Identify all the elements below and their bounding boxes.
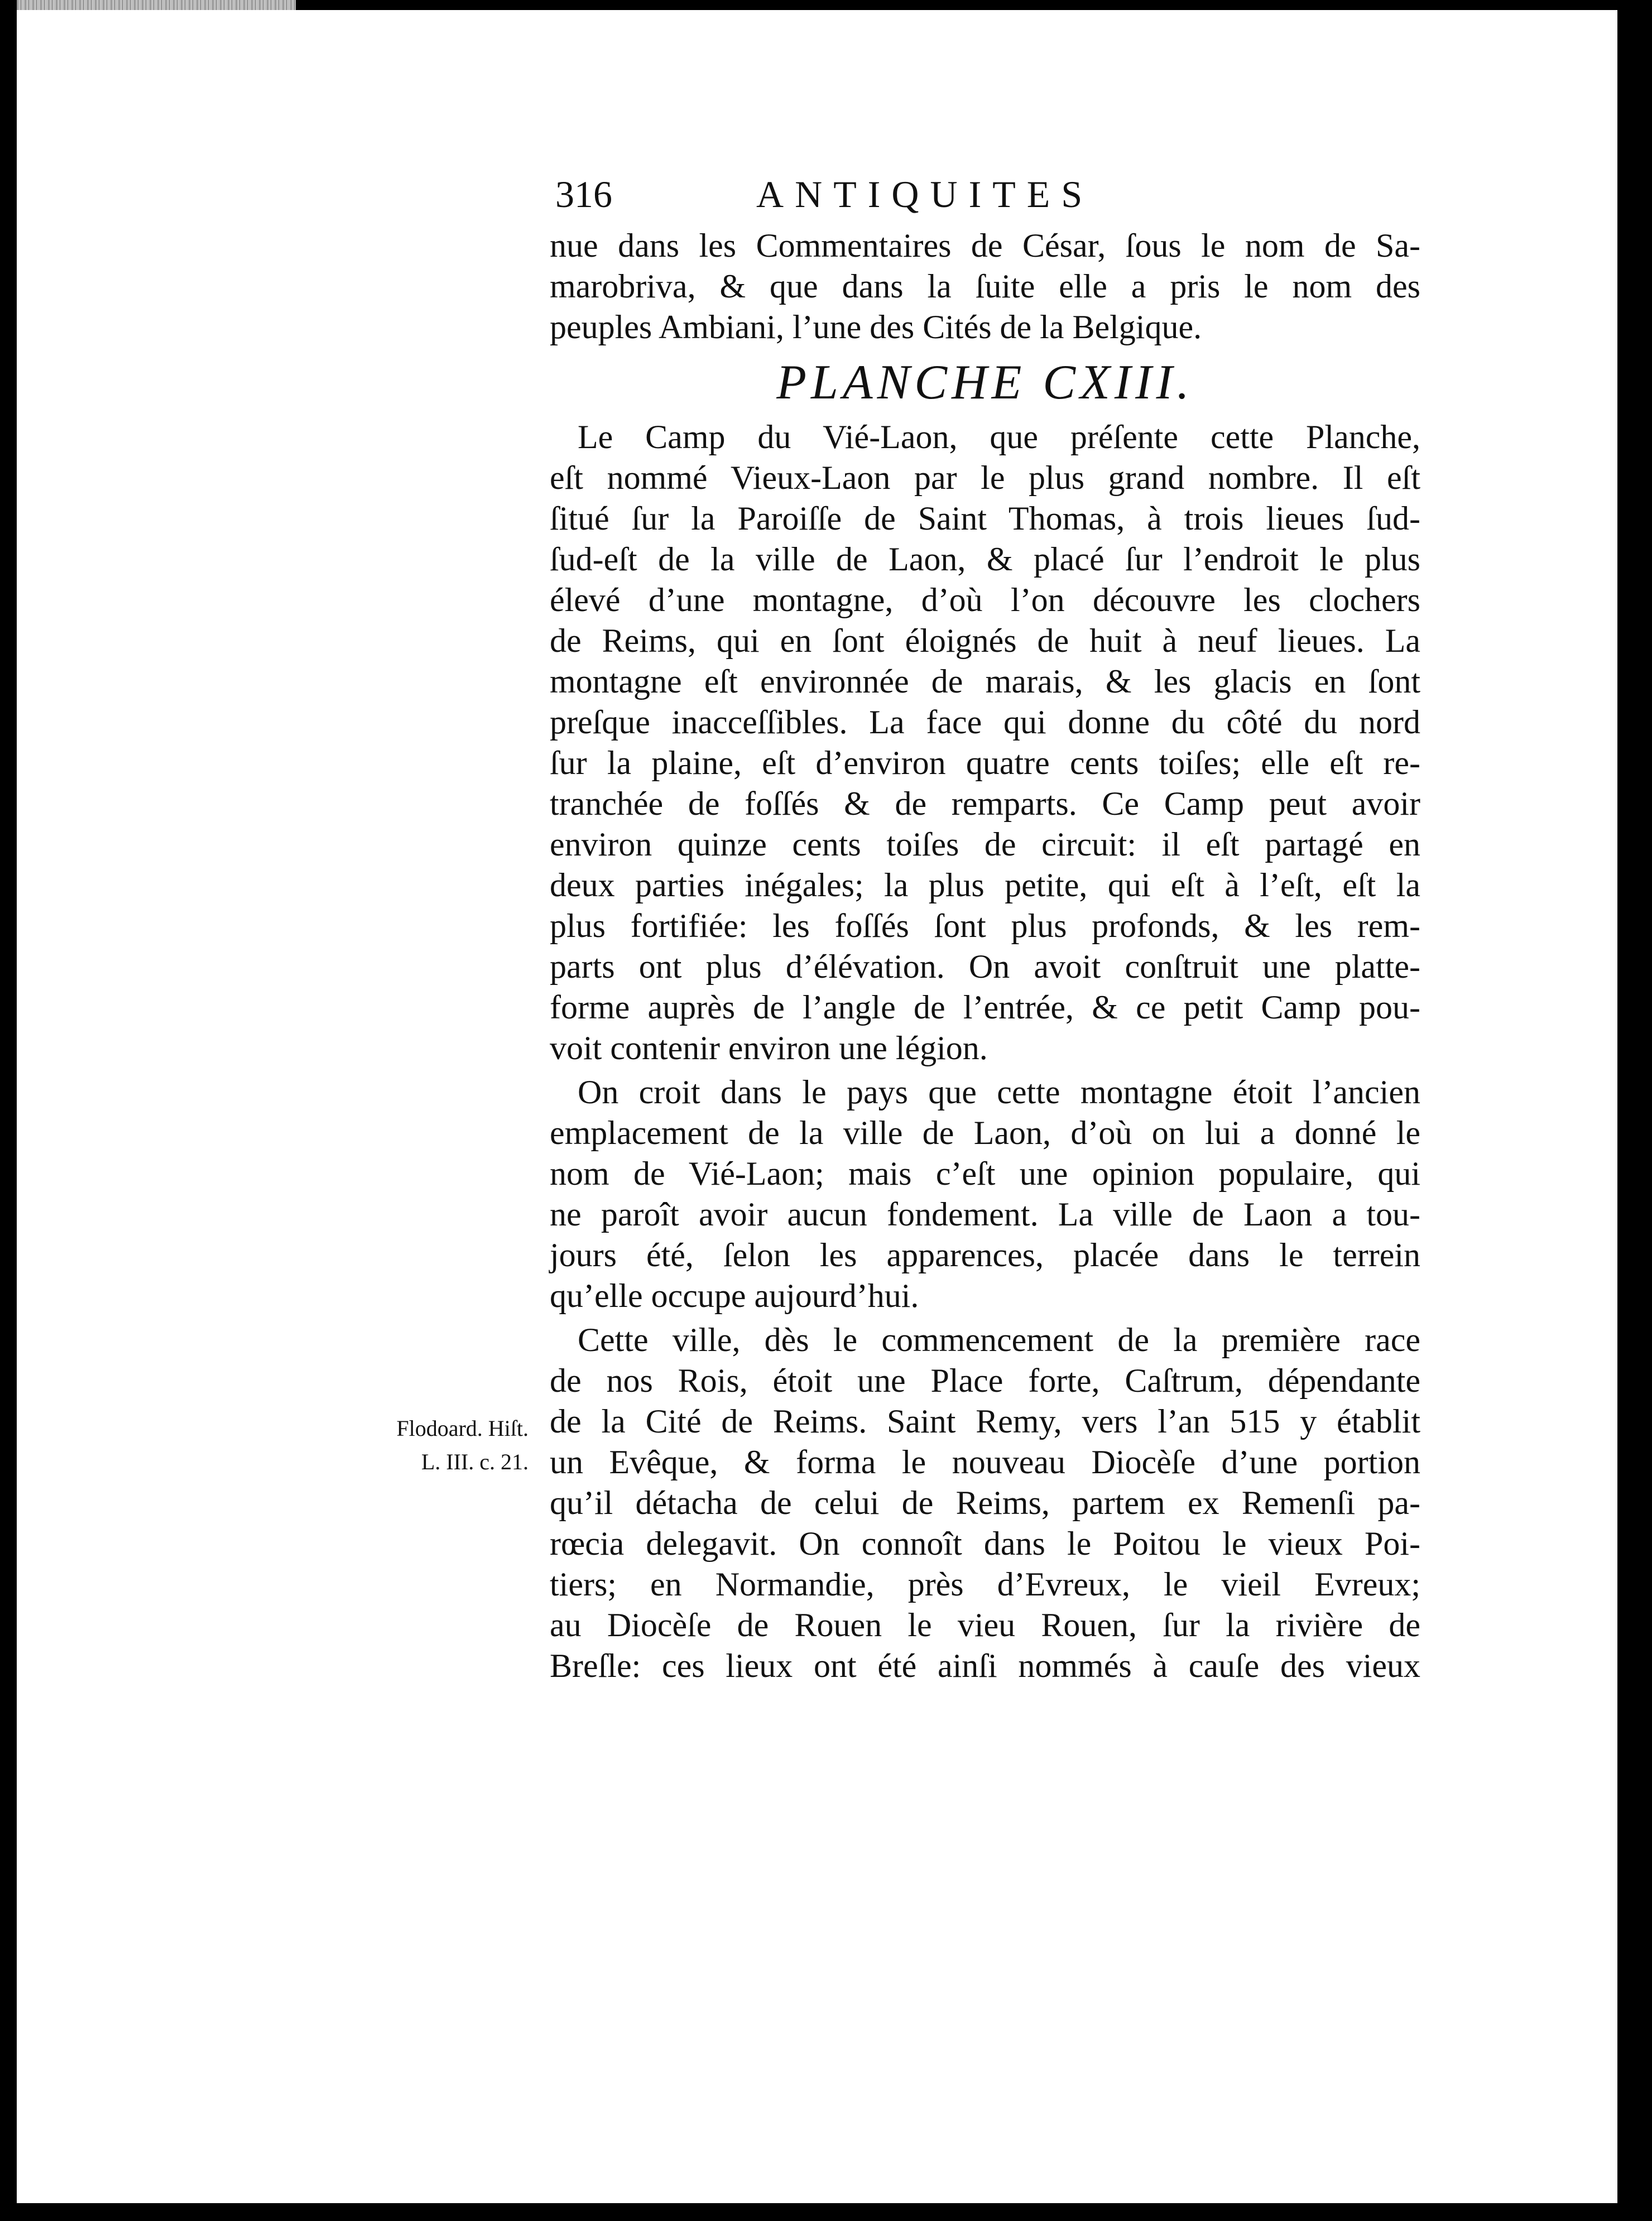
text-line: ſur la plaine, eſt d’environ quatre cents toiſes; elle eſt re-	[550, 744, 1420, 781]
text-line: preſque inacceſſibles. La face qui donne du côté du nord	[550, 704, 1420, 741]
marginal-note-source: Flodoard. Hiſt.	[396, 1416, 529, 1441]
text-line: peuples Ambiani, l’une des Cités de la Belgique.	[550, 309, 1202, 345]
paragraph-laon-origin	[550, 1072, 1420, 1316]
text-line: élevé d’une montagne, d’où l’on découvre les clochers	[550, 581, 1420, 618]
text-line: On croit dans le pays que cette montagne étoit l’ancien	[578, 1074, 1420, 1110]
page-number: 316	[555, 173, 612, 215]
marginal-note	[305, 1412, 529, 1479]
text-line: jours été, ſelon les apparences, placée dans le terrein	[550, 1237, 1420, 1273]
text-line: ſud-eſt de la ville de Laon, & placé ſur l’endroit le plus	[550, 541, 1420, 578]
text-line: rœcia delegavit. On connoît dans le Poitou le vieux Poi-	[550, 1525, 1420, 1562]
text-line: marobriva, & que dans la ſuite elle a pris le nom des	[550, 268, 1420, 305]
plate-heading: PLANCHE CXIII.	[776, 355, 1194, 410]
scan-edge-right	[1617, 0, 1652, 2221]
text-line: plus fortifiée: les foſſés ſont plus profonds, & les rem-	[550, 907, 1420, 944]
text-line: eſt nommé Vieux-Laon par le plus grand nombre. Il eſt	[550, 459, 1420, 496]
intro-paragraph	[550, 225, 1420, 348]
text-line: parts ont plus d’élévation. On avoit conſtruit une platte-	[550, 948, 1420, 985]
text-line: Cette ville, dès le commencement de la première race	[578, 1321, 1420, 1358]
text-line: ne paroît avoir aucun fondement. La ville de Laon a tou-	[550, 1196, 1420, 1233]
text-line: Le Camp du Vié-Laon, que préſente cette Planche,	[578, 419, 1420, 455]
text-line: tiers; en Normandie, près d’Evreux, le vieil Evreux;	[550, 1566, 1420, 1603]
text-line: de Reims, qui en ſont éloignés de huit à neuf lieues. La	[550, 622, 1420, 659]
text-line: nom de Vié-Laon; mais c’eſt une opinion populaire, qui	[550, 1155, 1420, 1192]
text-line: ſitué ſur la Paroiſſe de Saint Thomas, à trois lieues ſud-	[550, 500, 1420, 537]
text-line: emplacement de la ville de Laon, d’où on lui a donné le	[550, 1114, 1420, 1151]
running-head	[550, 163, 1420, 225]
text-line: tranchée de foſſés & de remparts. Ce Camp peut avoir	[550, 785, 1420, 822]
paragraph-camp-description	[550, 417, 1420, 1069]
text-line: qu’elle occupe aujourd’hui.	[550, 1277, 919, 1314]
page-text-block	[550, 163, 1420, 1690]
text-line: montagne eſt environnée de marais, & les glacis en ſont	[550, 663, 1420, 700]
text-line: au Diocèſe de Rouen le vieu Rouen, ſur la rivière de	[550, 1607, 1420, 1643]
marginal-note-reference: L. III. c. 21.	[421, 1449, 529, 1474]
text-line: un Evêque, & forma le nouveau Diocèſe d’une portion	[550, 1444, 1420, 1480]
text-line: de la Cité de Reims. Saint Remy, vers l’an 515 y établit	[550, 1403, 1420, 1440]
paragraph-laon-history	[550, 1320, 1420, 1686]
text-line: forme auprès de l’angle de l’entrée, & ce petit Camp pou-	[550, 989, 1420, 1026]
text-line: voit contenir environ une légion.	[550, 1030, 988, 1066]
text-line: Breſle: ces lieux ont été ainſi nommés à cauſe des vieux	[550, 1647, 1420, 1684]
text-line: environ quinze cents toiſes de circuit: il eſt partagé en	[550, 826, 1420, 863]
text-line: qu’il détacha de celui de Reims, partem ex Remenſi pa-	[550, 1484, 1420, 1521]
text-line: deux parties inégales; la plus petite, qui eſt à l’eſt, eſt la	[550, 867, 1420, 903]
text-line: de nos Rois, étoit une Place forte, Caſtrum, dépendante	[550, 1362, 1420, 1399]
running-title: ANTIQUITES	[756, 173, 1094, 215]
text-line: nue dans les Commentaires de César, ſous le nom de Sa-	[550, 227, 1420, 264]
